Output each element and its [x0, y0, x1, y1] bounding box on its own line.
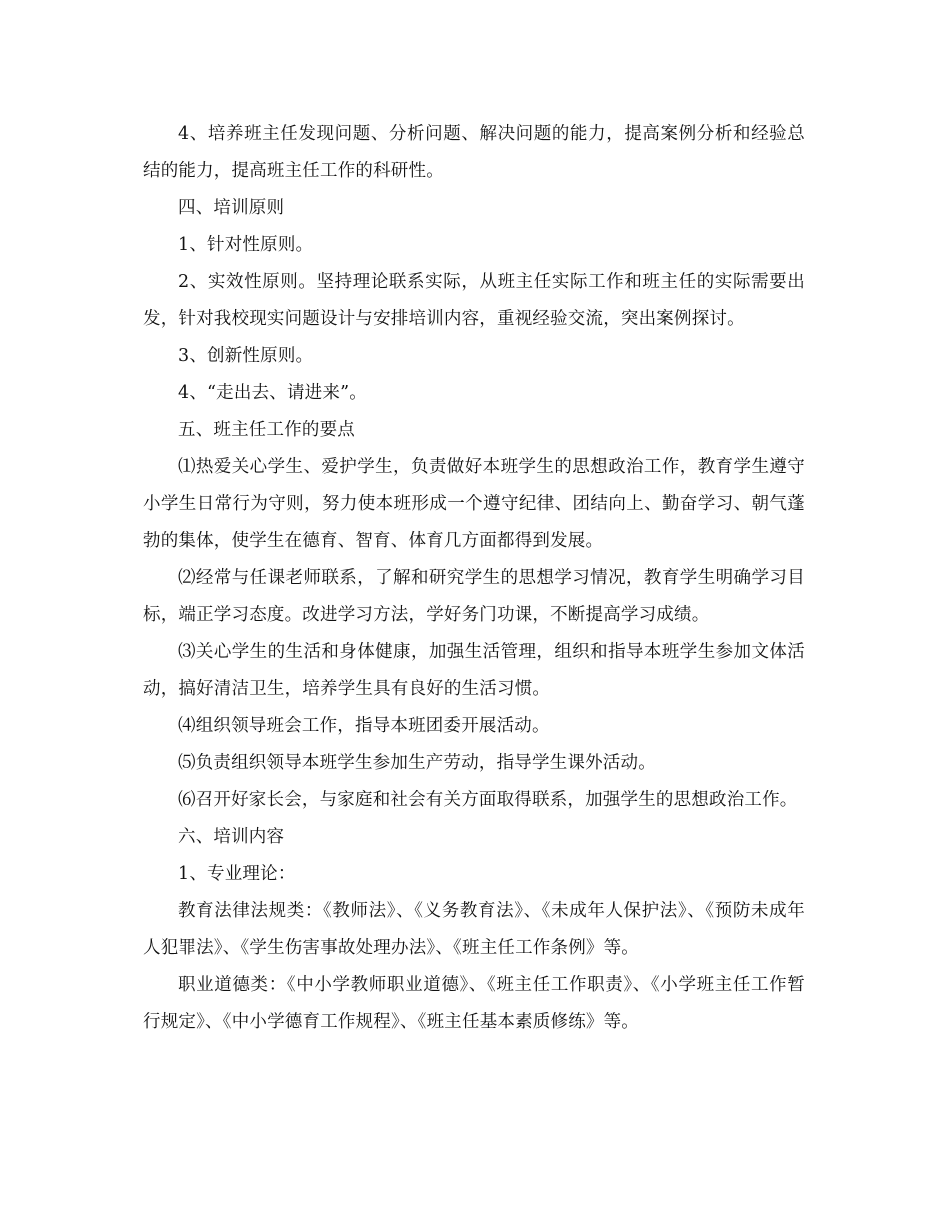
- paragraph-point-6: ⑹召开好家长会，与家庭和社会有关方面取得联系，加强学生的思想政治工作。: [178, 790, 798, 810]
- paragraph-point-2: ⑵经常与任课老师联系，了解和研究学生的思想学习情况，教育学生明确学习目标，端正学习态度。改进学习方法，学好务门功课，不断提高学习成绩。: [143, 568, 805, 625]
- paragraph-goal-4: 4、培养班主任发现问题、分析问题、解决问题的能力，提高案例分析和经验总结的能力，提高班主任工作的科研性。: [143, 124, 805, 181]
- paragraph-point-3: ⑶关心学生的生活和身体健康，加强生活管理，组织和指导本班学生参加文体活动，搞好清洁卫生，培养学生具有良好的生活习惯。: [143, 642, 805, 699]
- heading-training-content: 六、培训内容: [178, 827, 285, 847]
- paragraph-point-4: ⑷组织领导班会工作，指导本班团委开展活动。: [178, 716, 550, 736]
- heading-training-principles: 四、培训原则: [178, 198, 285, 218]
- paragraph-ethics-category: 职业道德类：《中小学教师职业道德》、《班主任工作职责》、《小学班主任工作暂行规定》、《中小学德育工作规程》、《班主任基本素质修练》等。: [143, 975, 805, 1032]
- paragraph-law-category: 教育法律法规类：《教师法》、《义务教育法》、《未成年人保护法》、《预防未成年人犯罪法》、《学生伤害事故处理办法》、《班主任工作条例》等。: [143, 901, 805, 958]
- paragraph-content-1: 1、专业理论：: [178, 864, 296, 884]
- paragraph-point-5: ⑸负责组织领导本班学生参加生产劳动，指导学生课外活动。: [178, 753, 656, 773]
- paragraph-principle-1: 1、针对性原则。: [178, 235, 314, 255]
- heading-work-points: 五、班主任工作的要点: [178, 420, 355, 440]
- paragraph-principle-3: 3、创新性原则。: [178, 346, 314, 366]
- paragraph-point-1: ⑴热爱关心学生、爱护学生，负责做好本班学生的思想政治工作，教育学生遵守小学生日常行为守则，努力使本班形成一个遵守纪律、团结向上、勤奋学习、朝气蓬勃的集体，使学生在德育、智育、体育几方面都得到发展。: [143, 457, 805, 551]
- paragraph-principle-2: 2、实效性原则。坚持理论联系实际，从班主任实际工作和班主任的实际需要出发，针对我校现实问题设计与安排培训内容，重视经验交流，突出案例探讨。: [143, 272, 805, 329]
- paragraph-principle-4: 4、“走出去、请进来”。: [178, 383, 367, 403]
